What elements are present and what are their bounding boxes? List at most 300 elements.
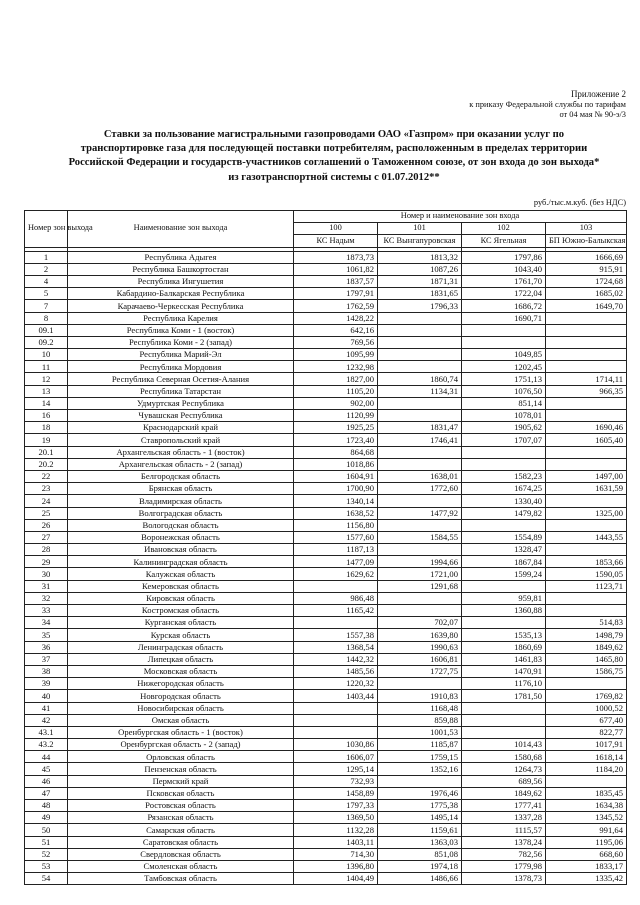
exit-zone-code: 28	[25, 544, 68, 556]
rate-value: 1498,79	[546, 629, 627, 641]
table-row	[25, 312, 627, 324]
rate-value	[462, 714, 546, 726]
rate-value: 677,40	[546, 714, 627, 726]
rate-value: 1797,91	[294, 288, 378, 300]
rate-value: 1195,06	[546, 836, 627, 848]
exit-zone-name: Карачаево-Черкесская Республика	[68, 300, 294, 312]
rate-value: 1479,82	[462, 507, 546, 519]
rate-value: 1168,48	[378, 702, 462, 714]
rate-value: 1134,31	[378, 385, 462, 397]
rate-value	[378, 446, 462, 458]
rate-value: 1606,07	[294, 751, 378, 763]
rate-value: 1723,40	[294, 434, 378, 446]
table-row	[25, 483, 627, 495]
rate-value: 1403,44	[294, 690, 378, 702]
exit-zone-code: 51	[25, 836, 68, 848]
rate-value	[378, 605, 462, 617]
exit-zone-name: Курганская область	[68, 617, 294, 629]
rate-value	[546, 605, 627, 617]
rate-value: 782,56	[462, 848, 546, 860]
rate-value: 1577,60	[294, 531, 378, 543]
rate-value: 1403,11	[294, 836, 378, 848]
rate-value: 1061,82	[294, 263, 378, 275]
rate-value	[462, 336, 546, 348]
rate-value: 991,64	[546, 824, 627, 836]
rate-value: 1378,73	[462, 873, 546, 885]
exit-zone-name: Липецкая область	[68, 653, 294, 665]
table-row	[25, 324, 627, 336]
exit-zone-code: 42	[25, 714, 68, 726]
table-row	[25, 800, 627, 812]
rate-value: 1639,80	[378, 629, 462, 641]
rate-value: 1831,65	[378, 288, 462, 300]
exit-zone-code: 22	[25, 470, 68, 482]
exit-zone-code: 31	[25, 580, 68, 592]
table-row	[25, 470, 627, 482]
rate-value: 1087,26	[378, 263, 462, 275]
entry-zone-name: БП Южно-Балыкская	[546, 235, 627, 247]
rate-value: 986,48	[294, 592, 378, 604]
rate-value	[378, 324, 462, 336]
rate-value: 1014,43	[462, 739, 546, 751]
entry-zone-code: 102	[462, 223, 546, 235]
exit-zone-code: 44	[25, 751, 68, 763]
exit-zone-name: Курская область	[68, 629, 294, 641]
rate-value: 1605,40	[546, 434, 627, 446]
rate-value: 1176,10	[462, 678, 546, 690]
rate-value	[462, 726, 546, 738]
exit-zone-name: Удмуртская Республика	[68, 397, 294, 409]
rate-value: 851,14	[462, 397, 546, 409]
rate-value	[462, 702, 546, 714]
rate-value: 1352,16	[378, 763, 462, 775]
rates-table	[24, 210, 627, 885]
rate-value: 902,00	[294, 397, 378, 409]
exit-zone-name: Смоленская область	[68, 860, 294, 872]
rate-value: 1340,14	[294, 495, 378, 507]
rate-value: 1132,28	[294, 824, 378, 836]
table-row	[25, 288, 627, 300]
rate-value: 1264,73	[462, 763, 546, 775]
exit-zone-code: 54	[25, 873, 68, 885]
table-row	[25, 544, 627, 556]
table-row	[25, 678, 627, 690]
rate-value: 1295,14	[294, 763, 378, 775]
rate-value: 1761,70	[462, 275, 546, 287]
exit-zone-name: Волгоградская область	[68, 507, 294, 519]
rate-value: 1396,80	[294, 860, 378, 872]
exit-zone-name: Самарская область	[68, 824, 294, 836]
rate-value: 1120,99	[294, 410, 378, 422]
rate-value	[378, 544, 462, 556]
rate-value: 1535,13	[462, 629, 546, 641]
rate-value	[378, 592, 462, 604]
exit-zone-name: Владимирская область	[68, 495, 294, 507]
exit-zone-code: 48	[25, 800, 68, 812]
rate-value: 1606,81	[378, 653, 462, 665]
exit-zone-name: Республика Карелия	[68, 312, 294, 324]
rate-value: 1871,31	[378, 275, 462, 287]
rate-value	[378, 678, 462, 690]
rate-value: 1184,20	[546, 763, 627, 775]
appendix-label: Приложение 2	[570, 89, 626, 99]
exit-zone-code: 46	[25, 775, 68, 787]
rate-value: 1831,47	[378, 422, 462, 434]
exit-zone-code: 37	[25, 653, 68, 665]
exit-zone-name: Воронежская область	[68, 531, 294, 543]
exit-zone-code: 24	[25, 495, 68, 507]
exit-zone-code: 09.2	[25, 336, 68, 348]
rate-value: 769,56	[294, 336, 378, 348]
exit-zone-name: Новосибирская область	[68, 702, 294, 714]
exit-zone-name: Калужская область	[68, 568, 294, 580]
rate-value: 714,30	[294, 848, 378, 860]
rate-value	[546, 544, 627, 556]
rate-value: 1769,82	[546, 690, 627, 702]
exit-zone-code: 16	[25, 410, 68, 422]
rate-value: 1631,59	[546, 483, 627, 495]
exit-zone-code: 13	[25, 385, 68, 397]
exit-zone-name: Архангельская область - 2 (запад)	[68, 458, 294, 470]
rate-value: 1220,32	[294, 678, 378, 690]
rate-value: 1599,24	[462, 568, 546, 580]
table-row	[25, 787, 627, 799]
rate-value	[462, 446, 546, 458]
table-row	[25, 495, 627, 507]
rate-value: 1495,14	[378, 812, 462, 824]
exit-zone-name: Республика Башкортостан	[68, 263, 294, 275]
exit-zone-name: Кировская область	[68, 592, 294, 604]
rate-value	[378, 519, 462, 531]
rate-value: 1727,75	[378, 665, 462, 677]
rate-value: 1123,71	[546, 580, 627, 592]
rate-value: 1772,60	[378, 483, 462, 495]
exit-zone-code: 8	[25, 312, 68, 324]
rate-value: 1837,57	[294, 275, 378, 287]
rate-value	[546, 458, 627, 470]
exit-zone-code: 14	[25, 397, 68, 409]
rate-value: 702,07	[378, 617, 462, 629]
rate-value: 859,88	[378, 714, 462, 726]
rate-value: 1156,80	[294, 519, 378, 531]
exit-zone-code: 2	[25, 263, 68, 275]
exit-zone-name: Белгородская область	[68, 470, 294, 482]
exit-zone-name: Новгородская область	[68, 690, 294, 702]
rate-value	[378, 349, 462, 361]
rate-value	[294, 702, 378, 714]
rate-value: 668,60	[546, 848, 627, 860]
rate-value: 1690,46	[546, 422, 627, 434]
rate-value	[462, 458, 546, 470]
rate-value: 1796,33	[378, 300, 462, 312]
rate-value: 1674,25	[462, 483, 546, 495]
exit-zone-name: Омская область	[68, 714, 294, 726]
table-row	[25, 653, 627, 665]
exit-zone-name: Краснодарский край	[68, 422, 294, 434]
rate-value: 1604,91	[294, 470, 378, 482]
exit-zone-name: Ивановская область	[68, 544, 294, 556]
appendix-order: к приказу Федеральной службы по тарифам	[469, 99, 626, 109]
exit-zone-name: Кемеровская область	[68, 580, 294, 592]
rate-value	[546, 324, 627, 336]
rate-value: 1582,23	[462, 470, 546, 482]
rate-value: 1666,69	[546, 251, 627, 263]
rate-value: 1781,50	[462, 690, 546, 702]
rate-value	[546, 410, 627, 422]
rate-value: 1634,38	[546, 800, 627, 812]
rate-value: 1185,87	[378, 739, 462, 751]
rate-value: 1485,56	[294, 665, 378, 677]
exit-zone-code: 49	[25, 812, 68, 824]
rate-value: 1378,24	[462, 836, 546, 848]
rate-value: 1360,88	[462, 605, 546, 617]
rate-value: 1797,86	[462, 251, 546, 263]
table-row	[25, 519, 627, 531]
rate-value	[378, 361, 462, 373]
rate-value: 1043,40	[462, 263, 546, 275]
rate-value: 1497,00	[546, 470, 627, 482]
rate-value: 1813,32	[378, 251, 462, 263]
rate-value: 966,35	[546, 385, 627, 397]
rate-value: 1638,01	[378, 470, 462, 482]
exit-zone-code: 40	[25, 690, 68, 702]
rate-value: 1458,89	[294, 787, 378, 799]
rate-value: 1363,03	[378, 836, 462, 848]
exit-zone-code: 23	[25, 483, 68, 495]
rate-value: 1202,45	[462, 361, 546, 373]
exit-zone-name: Вологодская область	[68, 519, 294, 531]
rate-value: 1779,98	[462, 860, 546, 872]
table-row	[25, 665, 627, 677]
exit-zone-name: Калининградская область	[68, 556, 294, 568]
rate-value: 1686,72	[462, 300, 546, 312]
document-title	[40, 128, 628, 185]
exit-zone-code: 34	[25, 617, 68, 629]
table-row	[25, 251, 627, 263]
exit-zone-code: 30	[25, 568, 68, 580]
rate-value: 1853,66	[546, 556, 627, 568]
rate-value: 1925,25	[294, 422, 378, 434]
rate-value: 1707,07	[462, 434, 546, 446]
rate-value: 1833,17	[546, 860, 627, 872]
rate-value	[378, 312, 462, 324]
rate-value	[378, 775, 462, 787]
rate-value	[462, 324, 546, 336]
rate-value: 1584,55	[378, 531, 462, 543]
rate-value: 1345,52	[546, 812, 627, 824]
exit-zone-code: 4	[25, 275, 68, 287]
exit-zone-code: 5	[25, 288, 68, 300]
table-row	[25, 410, 627, 422]
rate-value: 1017,91	[546, 739, 627, 751]
table-row	[25, 568, 627, 580]
rate-value	[546, 775, 627, 787]
rate-value: 1461,83	[462, 653, 546, 665]
rate-value: 1629,62	[294, 568, 378, 580]
rate-value: 1835,45	[546, 787, 627, 799]
entry-zone-code: 100	[294, 223, 378, 235]
table-row	[25, 775, 627, 787]
exit-zone-name: Республика Ингушетия	[68, 275, 294, 287]
exit-zone-code: 43.2	[25, 739, 68, 751]
rate-value: 1486,66	[378, 873, 462, 885]
rate-value: 1291,68	[378, 580, 462, 592]
rate-value: 1990,63	[378, 641, 462, 653]
exit-zone-code: 12	[25, 373, 68, 385]
rate-value: 1443,55	[546, 531, 627, 543]
exit-zone-name: Республика Татарстан	[68, 385, 294, 397]
rate-value: 1554,89	[462, 531, 546, 543]
rate-value: 1777,41	[462, 800, 546, 812]
rate-value: 1165,42	[294, 605, 378, 617]
table-row	[25, 860, 627, 872]
exit-zone-code: 10	[25, 349, 68, 361]
exit-zone-name: Саратовская область	[68, 836, 294, 848]
exit-zone-name: Республика Северная Осетия-Алания	[68, 373, 294, 385]
exit-zone-code: 20.1	[25, 446, 68, 458]
header-exit-zone-number: Номер зон выхода	[25, 211, 68, 248]
table-row	[25, 349, 627, 361]
rate-value: 1442,32	[294, 653, 378, 665]
rate-value: 514,83	[546, 617, 627, 629]
exit-zone-code: 25	[25, 507, 68, 519]
exit-zone-code: 26	[25, 519, 68, 531]
rate-value: 1470,91	[462, 665, 546, 677]
rate-value: 1095,99	[294, 349, 378, 361]
exit-zone-name: Псковская область	[68, 787, 294, 799]
rate-value	[462, 580, 546, 592]
rate-value: 1187,13	[294, 544, 378, 556]
exit-zone-code: 53	[25, 860, 68, 872]
exit-zone-code: 09.1	[25, 324, 68, 336]
rate-value: 1159,61	[378, 824, 462, 836]
exit-zone-code: 29	[25, 556, 68, 568]
rate-value	[546, 336, 627, 348]
rate-value	[378, 495, 462, 507]
rate-value: 1867,84	[462, 556, 546, 568]
rate-value: 1860,69	[462, 641, 546, 653]
rate-value: 1557,38	[294, 629, 378, 641]
rate-value: 1586,75	[546, 665, 627, 677]
table-row	[25, 824, 627, 836]
rate-value: 959,81	[462, 592, 546, 604]
rate-value	[378, 336, 462, 348]
table-row	[25, 848, 627, 860]
rate-value: 689,56	[462, 775, 546, 787]
rate-value: 1759,15	[378, 751, 462, 763]
rate-value	[546, 361, 627, 373]
rate-value: 1690,71	[462, 312, 546, 324]
exit-zone-code: 39	[25, 678, 68, 690]
rate-value: 1751,13	[462, 373, 546, 385]
rate-value: 1700,90	[294, 483, 378, 495]
table-row	[25, 751, 627, 763]
table-row	[25, 617, 627, 629]
table-row	[25, 458, 627, 470]
rate-value: 1722,04	[462, 288, 546, 300]
rate-value: 1030,86	[294, 739, 378, 751]
rate-value: 1335,42	[546, 873, 627, 885]
table-row	[25, 690, 627, 702]
rate-value: 1325,00	[546, 507, 627, 519]
rate-value: 1905,62	[462, 422, 546, 434]
rate-value: 1762,59	[294, 300, 378, 312]
rate-value: 1860,74	[378, 373, 462, 385]
rate-value	[546, 592, 627, 604]
table-row	[25, 385, 627, 397]
rate-value: 1404,49	[294, 873, 378, 885]
exit-zone-code: 47	[25, 787, 68, 799]
entry-zone-name: КС Вынгапуровская	[378, 235, 462, 247]
table-row	[25, 580, 627, 592]
exit-zone-name: Нижегородская область	[68, 678, 294, 690]
exit-zone-name: Ленинградская область	[68, 641, 294, 653]
entry-zone-code: 101	[378, 223, 462, 235]
rate-value: 1368,54	[294, 641, 378, 653]
rate-value: 1105,20	[294, 385, 378, 397]
rate-value: 851,08	[378, 848, 462, 860]
exit-zone-name: Пермский край	[68, 775, 294, 787]
rate-value: 1994,66	[378, 556, 462, 568]
exit-zone-code: 50	[25, 824, 68, 836]
rate-value: 915,91	[546, 263, 627, 275]
table-row	[25, 812, 627, 824]
appendix-date: от 04 мая № 90-э/3	[559, 110, 626, 119]
exit-zone-name: Чувашская Республика	[68, 410, 294, 422]
exit-zone-code: 20.2	[25, 458, 68, 470]
rate-value: 1714,11	[546, 373, 627, 385]
exit-zone-code: 19	[25, 434, 68, 446]
entry-zone-name: КС Надым	[294, 235, 378, 247]
rate-value	[294, 617, 378, 629]
rate-value: 822,77	[546, 726, 627, 738]
table-row	[25, 641, 627, 653]
rate-value: 1465,80	[546, 653, 627, 665]
rates-table-body	[25, 251, 627, 885]
exit-zone-name: Республика Адыгея	[68, 251, 294, 263]
table-row	[25, 726, 627, 738]
exit-zone-name: Республика Мордовия	[68, 361, 294, 373]
rate-value: 1330,40	[462, 495, 546, 507]
title-line-4: из газотранспортной системы с 01.07.2012**	[228, 171, 440, 183]
exit-zone-code: 35	[25, 629, 68, 641]
exit-zone-code: 11	[25, 361, 68, 373]
table-row	[25, 507, 627, 519]
rate-value: 1369,50	[294, 812, 378, 824]
exit-zone-code: 36	[25, 641, 68, 653]
exit-zone-code: 32	[25, 592, 68, 604]
table-row	[25, 373, 627, 385]
rate-value	[294, 580, 378, 592]
exit-zone-name: Республика Марий-Эл	[68, 349, 294, 361]
rate-value: 1000,52	[546, 702, 627, 714]
rate-value	[546, 519, 627, 531]
rate-value	[378, 458, 462, 470]
rate-value: 1685,02	[546, 288, 627, 300]
rate-value: 1721,00	[378, 568, 462, 580]
rate-value: 1232,98	[294, 361, 378, 373]
rate-value: 1873,73	[294, 251, 378, 263]
rate-value: 1477,09	[294, 556, 378, 568]
exit-zone-name: Свердловская область	[68, 848, 294, 860]
table-row	[25, 446, 627, 458]
rate-value: 1849,62	[462, 787, 546, 799]
exit-zone-name: Ставропольский край	[68, 434, 294, 446]
exit-zone-code: 18	[25, 422, 68, 434]
rate-value: 1078,01	[462, 410, 546, 422]
exit-zone-name: Пензенская область	[68, 763, 294, 775]
rate-value: 1910,83	[378, 690, 462, 702]
